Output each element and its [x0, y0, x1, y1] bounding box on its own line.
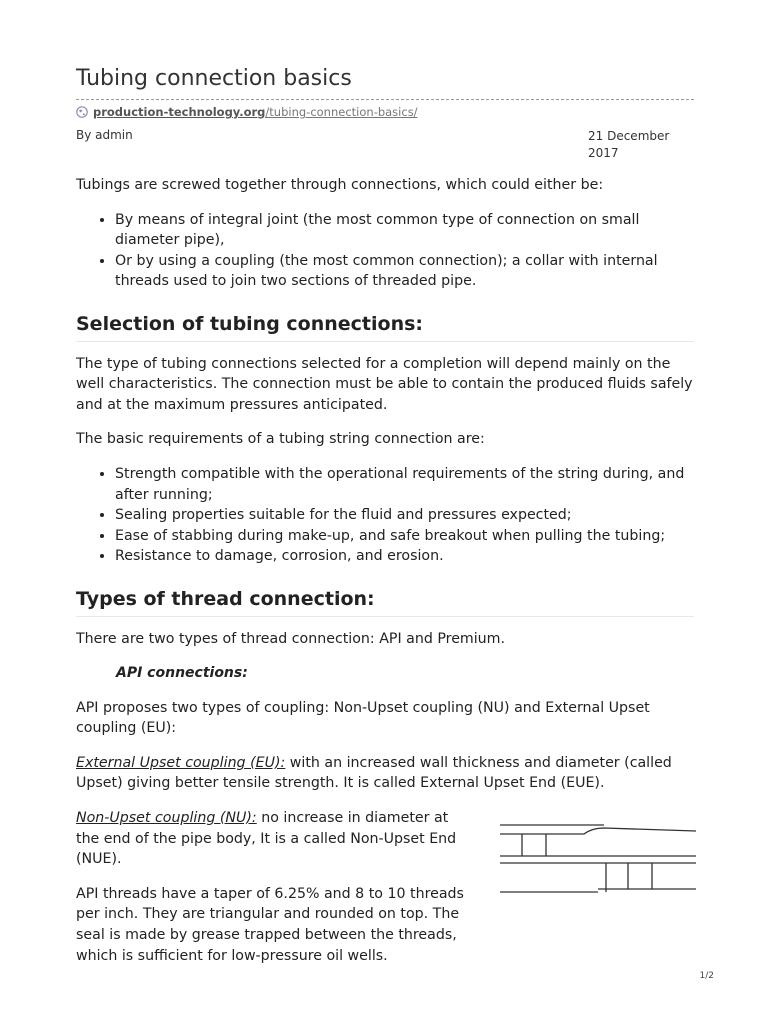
coupling-diagram — [500, 815, 696, 897]
page-title: Tubing connection basics — [76, 66, 352, 91]
api-paragraph: API proposes two types of coupling: Non-Upset coupling (NU) and External Upset coupling (EU): — [76, 699, 650, 737]
list-item: • Or by using a coupling (the most common connection); a collar with internal threads used to join two sections of threaded pipe. — [115, 251, 694, 292]
list-item: • By means of integral joint (the most common type of connection on small diameter pipe), — [115, 210, 694, 251]
section-heading-types: Types of thread connection: — [76, 589, 694, 617]
nu-description: no increase in diameter at the end of the pipe body, It is a called Non-Upset End (NUE). — [76, 810, 457, 868]
nu-term: Non-Upset coupling (NU): — [76, 810, 257, 827]
intro-paragraph: Tubings are screwed together through connections, which could either be: — [76, 177, 604, 193]
globe-icon — [76, 106, 88, 118]
title-divider — [76, 99, 694, 100]
eu-description: with an increased wall thickness and diameter (called Upset) giving better tensile strength. It is called External Upset End (EUE). — [76, 754, 672, 792]
source-path[interactable]: /tubing-connection-basics/ — [265, 105, 418, 119]
selection-paragraph: The type of tubing connections selected for a completion will depend mainly on the well characteristics. The connection must be able to contain the produced fluids safely and at the maximum pressures anticipated. — [76, 355, 693, 413]
eu-term: External Upset coupling (EU): — [76, 754, 286, 771]
list-item: • Sealing properties suitable for the fluid and pressures expected; — [115, 505, 694, 526]
list-item: • Resistance to damage, corrosion, and erosion. — [115, 546, 694, 567]
source-link[interactable] — [76, 105, 418, 119]
publish-date: 21 December 2017 — [588, 129, 670, 160]
source-domain[interactable]: production-technology.org — [93, 105, 266, 119]
byline: By admin — [76, 128, 133, 142]
eu-paragraph — [76, 753, 694, 794]
api-threads-paragraph: API threads have a taper of 6.25% and 8 to 10 threads per inch. They are triangular and rounded on top. The seal is made by grease trapped between the threads, which is sufficient for low-pressure oil wells. — [76, 885, 464, 964]
page-number: 1/2 — [699, 971, 714, 981]
nu-paragraph — [76, 808, 476, 870]
list-item: • Strength compatible with the operational requirements of the string during, and after running; — [115, 464, 694, 505]
list-item: • Ease of stabbing during make-up, and safe breakout when pulling the tubing; — [115, 526, 694, 547]
subheading-api: API connections: — [116, 665, 248, 682]
types-paragraph: There are two types of thread connection: API and Premium. — [76, 630, 506, 647]
requirements-intro: The basic requirements of a tubing string connection are: — [76, 431, 485, 448]
section-heading-selection: Selection of tubing connections: — [76, 314, 694, 342]
intro-list — [76, 210, 694, 292]
coupling-top-edge — [500, 828, 696, 834]
requirements-list — [76, 464, 694, 567]
